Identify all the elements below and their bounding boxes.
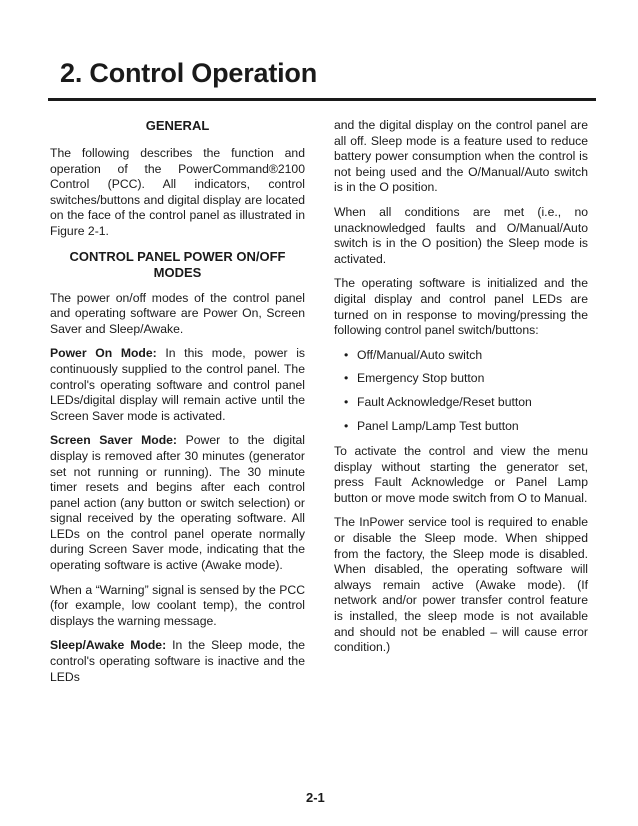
- list-item: • Off/Manual/Auto switch: [344, 347, 483, 362]
- title-rule: [48, 98, 596, 101]
- bullet-icon: •: [344, 347, 349, 362]
- modes-paragraph: The power on/off modes of the control panel and operating software are Power On, Screen Saver and Sleep/Awake.: [50, 290, 305, 336]
- power-on-paragraph: [50, 346, 305, 424]
- power-modes-heading: CONTROL PANEL POWER ON/OFF MODES: [69, 248, 286, 280]
- power-on-text: In this mode, power is continuously supplied to the control panel. The control's operating software and control panel LEDs/digital display will remain active until the Screen Saver mode is activated.: [50, 346, 305, 423]
- sleep-label: Sleep/Awake Mode:: [50, 638, 167, 653]
- list-item: • Panel Lamp/Lamp Test button: [344, 418, 519, 433]
- sleep-paragraph: [50, 638, 305, 685]
- conditions-paragraph: When all conditions are met (i.e., no unacknowledged faults and O/Manual/Auto switch is in the O position) the Sleep mode is activated.: [334, 204, 588, 266]
- general-paragraph: The following describes the function and operation of the PowerCommand®2100 Control (PCC). All indicators, control switches/buttons and digital display are located on the face of the control panel as illustrated in Figure 2-1.: [50, 146, 305, 238]
- bullet-icon: •: [344, 394, 349, 409]
- screen-saver-text: Power to the digital display is removed after 30 minutes (generator set not running or running). The 30 minute timer resets and begins after each control panel action (any button or switch selection) or signal received by the operating software. All LEDs on the control panel operate normally during Screen Saver mode, indicating that the operating software is active (Awake mode).: [50, 433, 305, 573]
- warning-paragraph: When a “Warning” signal is sensed by the PCC (for example, low coolant temp), the control displays the warning message.: [50, 582, 305, 628]
- bullet-icon: •: [344, 371, 349, 386]
- list-item: • Emergency Stop button: [344, 371, 485, 386]
- page-title: 2. Control Operation: [60, 58, 318, 88]
- page-number: 2-1: [306, 790, 325, 805]
- inpower-paragraph: The InPower service tool is required to enable or disable the Sleep mode. When shipped from the factory, the Sleep mode is disabled. When disabled, the operating software will always remain active (Awake mode). (If network and/or power transfer control feature is installed, the sleep mode is not available and should not be enabled – will cause error condition.): [334, 515, 588, 655]
- activate-paragraph: To activate the control and view the menu display without starting the generator set, press Fault Acknowledge or Panel Lamp button or move mode switch from O to Manual.: [334, 444, 588, 505]
- general-heading: GENERAL: [145, 118, 210, 133]
- sleep-text: In the Sleep mode, the control's operating software is inactive and the LEDs: [50, 638, 306, 684]
- screen-saver-paragraph: [50, 433, 305, 573]
- left-column: [50, 118, 305, 694]
- switch-button-list: [334, 348, 588, 434]
- bullet-icon: •: [344, 418, 349, 433]
- list-item: • Fault Acknowledge/Reset button: [344, 394, 532, 409]
- power-on-label: Power On Mode:: [50, 346, 157, 361]
- sleep-continued-paragraph: and the digital display on the control panel are all off. Sleep mode is a feature used to reduce battery power consumption when the control is not being used and the O/Manual/Auto switch is in the O position.: [334, 118, 588, 195]
- right-column: [334, 118, 588, 665]
- screen-saver-label: Screen Saver Mode:: [50, 433, 177, 448]
- initialization-paragraph: The operating software is initialized and the digital display and control panel LEDs are turned on in response to moving/pressing the following control panel switch/buttons:: [334, 276, 588, 338]
